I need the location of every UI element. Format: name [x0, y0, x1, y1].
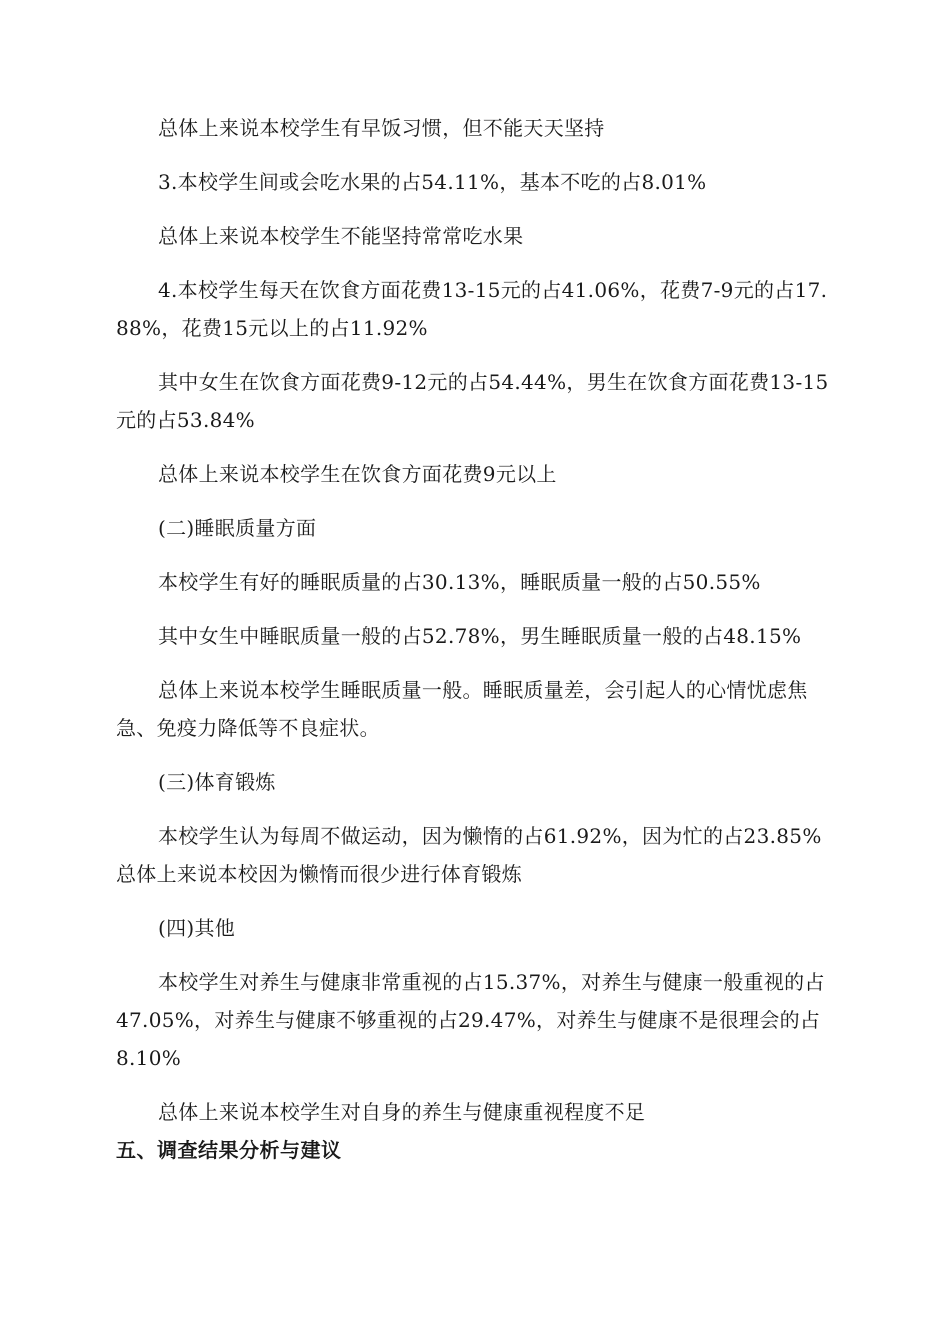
paragraph-breakfast-summary: 总体上来说本校学生有早饭习惯，但不能天天坚持 — [158, 116, 605, 140]
paragraph-sleep-gender: 其中女生中睡眠质量一般的占52.78%，男生睡眠质量一般的占48.15% — [158, 624, 802, 648]
paragraph-food-spending-stats: 4.本校学生每天在饮食方面花费13-15元的占41.06%，花费7-9元的占17.88%，花费15元以上的占11.92% — [116, 278, 828, 340]
paragraph-food-spending-gender: 其中女生在饮食方面花费9-12元的占54.44%，男生在饮食方面花费13-15元的占53.84% — [116, 370, 829, 432]
paragraph-exercise-stats: 本校学生认为每周不做运动，因为懒惰的占61.92%，因为忙的占23.85%总体上来说本校因为懒惰而很少进行体育锻炼 — [116, 824, 822, 886]
subheading-exercise: (三)体育锻炼 — [158, 770, 276, 794]
paragraph-health-attitude-summary: 总体上来说本校学生对自身的养生与健康重视程度不足 — [158, 1100, 646, 1124]
paragraph-fruit-stats: 3.本校学生间或会吃水果的占54.11%，基本不吃的占8.01% — [158, 170, 707, 194]
subheading-sleep-quality: (二)睡眠质量方面 — [158, 516, 317, 540]
paragraph-sleep-stats: 本校学生有好的睡眠质量的占30.13%，睡眠质量一般的占50.55% — [158, 570, 761, 594]
paragraph-fruit-summary: 总体上来说本校学生不能坚持常常吃水果 — [158, 224, 524, 248]
paragraph-health-attitude-stats: 本校学生对养生与健康非常重视的占15.37%，对养生与健康一般重视的占47.05%，对养生与健康不够重视的占29.47%，对养生与健康不是很理会的占8.10% — [116, 970, 825, 1070]
document-body — [116, 109, 834, 1169]
subheading-other: (四)其他 — [158, 916, 236, 940]
section-heading: 五、调查结果分析与建议 — [116, 1138, 342, 1162]
paragraph-food-spending-summary: 总体上来说本校学生在饮食方面花费9元以上 — [158, 462, 557, 486]
paragraph-sleep-summary: 总体上来说本校学生睡眠质量一般。睡眠质量差，会引起人的心情忧虑焦急、免疫力降低等不良症状。 — [116, 678, 808, 740]
